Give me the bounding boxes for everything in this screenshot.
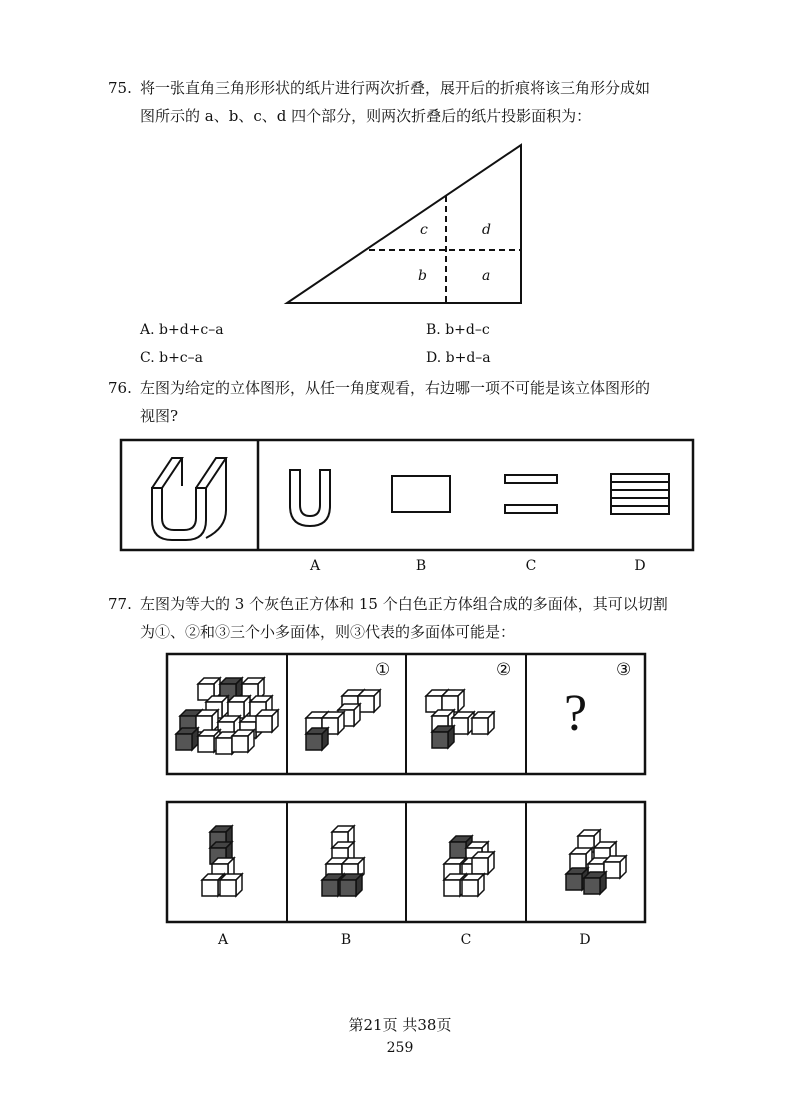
q77-text-line1: 左图为等大的 3 个灰色正方体和 15 个白色正方体组合成的多面体，其可以切割 bbox=[140, 595, 668, 613]
q77-text-line2: 为①、②和③三个小多面体，则③代表的多面体可能是： bbox=[140, 623, 516, 641]
piece-1 bbox=[306, 690, 380, 750]
option-c-shape bbox=[444, 836, 494, 896]
piece-1-mark: ① bbox=[375, 660, 391, 680]
option-a-shape bbox=[202, 826, 242, 896]
option-b-shape bbox=[322, 826, 364, 896]
q75-option-b[interactable]: B. b+d–c bbox=[426, 322, 490, 338]
page-indicator: 第21页 共38页 bbox=[348, 1016, 452, 1034]
q77-number: 77. bbox=[108, 595, 132, 613]
q76-option-d[interactable]: D bbox=[634, 558, 646, 574]
q75-option-c[interactable]: C. b+c–a bbox=[140, 350, 203, 366]
option-d-shape bbox=[566, 830, 626, 894]
q76-number: 76. bbox=[108, 379, 132, 397]
q77-option-a[interactable]: A bbox=[217, 932, 229, 948]
q76-option-c[interactable]: C bbox=[525, 558, 537, 574]
region-a-label: a bbox=[482, 268, 491, 284]
q76-option-a[interactable]: A bbox=[309, 558, 321, 574]
q75-text-line2: 图所示的 a、b、c、d 四个部分，则两次折叠后的纸片投影面积为： bbox=[140, 107, 592, 125]
page-number: 259 bbox=[386, 1040, 414, 1056]
q77-option-c[interactable]: C bbox=[460, 932, 472, 948]
q75-option-a[interactable]: A. b+d+c–a bbox=[140, 322, 224, 338]
q76-text-line1: 左图为给定的立体图形，从任一角度观看，右边哪一项不可能是该立体图形的 bbox=[140, 379, 651, 397]
region-c-label: c bbox=[420, 222, 428, 238]
piece-2-mark: ② bbox=[496, 660, 512, 680]
q76-option-b[interactable]: B bbox=[415, 558, 427, 574]
main-polyhedron bbox=[176, 678, 278, 754]
q75-option-d[interactable]: D. b+d–a bbox=[426, 350, 491, 366]
q77-option-d[interactable]: D bbox=[579, 932, 591, 948]
region-b-label: b bbox=[418, 268, 427, 284]
q75-text-line1: 将一张直角三角形形状的纸片进行两次折叠，展开后的折痕将该三角形分成如 bbox=[140, 79, 651, 97]
question-mark-glyph: ? bbox=[564, 685, 588, 742]
q77-option-b[interactable]: B bbox=[340, 932, 352, 948]
region-d-label: d bbox=[482, 222, 491, 238]
q76-text-line2: 视图? bbox=[140, 407, 179, 425]
q75-number: 75. bbox=[108, 79, 132, 97]
piece-2 bbox=[426, 690, 494, 748]
piece-3-mark: ③ bbox=[616, 660, 632, 680]
